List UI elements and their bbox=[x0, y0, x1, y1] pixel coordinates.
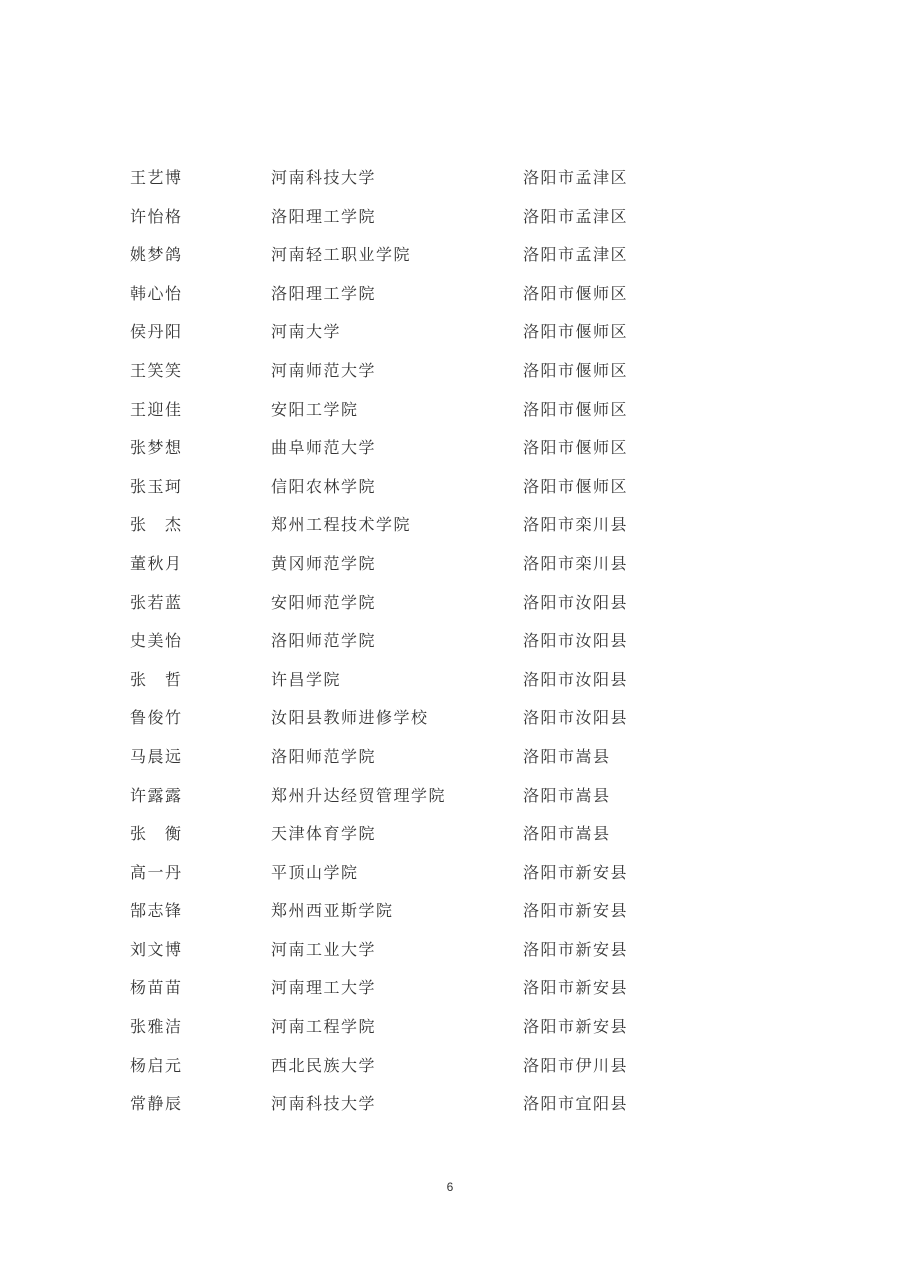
school-name: 洛阳师范学院 bbox=[271, 631, 377, 651]
list-item bbox=[0, 661, 900, 700]
list-item bbox=[0, 1008, 900, 1047]
school-name: 洛阳理工学院 bbox=[271, 206, 377, 226]
person-name: 许怡格 bbox=[130, 206, 183, 226]
school-name: 汝阳县教师进修学校 bbox=[271, 708, 429, 728]
person-name: 杨苗苗 bbox=[130, 978, 183, 998]
list-item bbox=[0, 622, 900, 661]
person-name: 常静辰 bbox=[130, 1094, 183, 1114]
person-name: 郜志锋 bbox=[130, 901, 183, 921]
region-name: 洛阳市栾川县 bbox=[523, 553, 629, 573]
region-name: 洛阳市孟津区 bbox=[523, 168, 629, 187]
person-name: 姚梦鸽 bbox=[130, 245, 183, 265]
list-item bbox=[0, 506, 900, 545]
region-name: 洛阳市伊川县 bbox=[523, 1055, 629, 1075]
person-name: 史美怡 bbox=[130, 631, 183, 651]
school-name: 河南工程学院 bbox=[271, 1017, 377, 1037]
list-item bbox=[0, 777, 900, 816]
school-name: 曲阜师范大学 bbox=[271, 438, 377, 458]
list-item bbox=[0, 1047, 900, 1086]
list-item bbox=[0, 854, 900, 893]
region-name: 洛阳市偃师区 bbox=[523, 438, 629, 458]
region-name: 洛阳市新安县 bbox=[523, 939, 629, 959]
school-name: 平顶山学院 bbox=[271, 862, 359, 882]
person-name: 张 哲 bbox=[130, 669, 183, 689]
region-name: 洛阳市孟津区 bbox=[523, 206, 629, 226]
school-name: 河南大学 bbox=[271, 322, 342, 342]
list-item bbox=[0, 275, 900, 314]
region-name: 洛阳市嵩县 bbox=[523, 785, 611, 805]
school-name: 郑州工程技术学院 bbox=[271, 515, 412, 535]
region-name: 洛阳市偃师区 bbox=[523, 399, 629, 419]
school-name: 河南科技大学 bbox=[271, 1094, 377, 1114]
list-item bbox=[0, 236, 900, 275]
school-name: 信阳农林学院 bbox=[271, 476, 377, 496]
region-name: 洛阳市偃师区 bbox=[523, 476, 629, 496]
school-name: 河南科技大学 bbox=[271, 168, 377, 187]
region-name: 洛阳市新安县 bbox=[523, 862, 629, 882]
region-name: 洛阳市偃师区 bbox=[523, 322, 629, 342]
region-name: 洛阳市新安县 bbox=[523, 901, 629, 921]
school-name: 郑州升达经贸管理学院 bbox=[271, 785, 447, 805]
school-name: 西北民族大学 bbox=[271, 1055, 377, 1075]
person-name: 韩心怡 bbox=[130, 283, 183, 303]
list-item bbox=[0, 699, 900, 738]
list-item bbox=[0, 313, 900, 352]
school-name: 河南工业大学 bbox=[271, 939, 377, 959]
region-name: 洛阳市偃师区 bbox=[523, 360, 629, 380]
region-name: 洛阳市汝阳县 bbox=[523, 631, 629, 651]
person-name: 王迎佳 bbox=[130, 399, 183, 419]
list-item bbox=[0, 429, 900, 468]
school-name: 安阳工学院 bbox=[271, 399, 359, 419]
person-name: 鲁俊竹 bbox=[130, 708, 183, 728]
region-name: 洛阳市汝阳县 bbox=[523, 592, 629, 612]
list-item bbox=[0, 352, 900, 391]
person-name: 许露露 bbox=[130, 785, 183, 805]
person-name: 高一丹 bbox=[130, 862, 183, 882]
person-name: 王艺博 bbox=[130, 168, 183, 187]
list-item bbox=[0, 159, 900, 198]
list-item bbox=[0, 198, 900, 237]
list-item bbox=[0, 738, 900, 777]
person-name: 王笑笑 bbox=[130, 360, 183, 380]
person-name: 张梦想 bbox=[130, 438, 183, 458]
person-name: 马晨远 bbox=[130, 746, 183, 766]
school-name: 河南理工大学 bbox=[271, 978, 377, 998]
person-name: 张 杰 bbox=[130, 515, 183, 535]
person-name: 张若蓝 bbox=[130, 592, 183, 612]
region-name: 洛阳市孟津区 bbox=[523, 245, 629, 265]
list-item bbox=[0, 545, 900, 584]
person-name: 侯丹阳 bbox=[130, 322, 183, 342]
list-item bbox=[0, 815, 900, 854]
list-item bbox=[0, 468, 900, 507]
region-name: 洛阳市汝阳县 bbox=[523, 708, 629, 728]
school-name: 天津体育学院 bbox=[271, 824, 377, 844]
region-name: 洛阳市偃师区 bbox=[523, 283, 629, 303]
school-name: 洛阳师范学院 bbox=[271, 746, 377, 766]
page-number: 6 bbox=[446, 1180, 454, 1194]
region-name: 洛阳市嵩县 bbox=[523, 824, 611, 844]
region-name: 洛阳市新安县 bbox=[523, 978, 629, 998]
school-name: 河南师范大学 bbox=[271, 360, 377, 380]
school-name: 洛阳理工学院 bbox=[271, 283, 377, 303]
region-name: 洛阳市嵩县 bbox=[523, 746, 611, 766]
list-item bbox=[0, 1085, 900, 1124]
school-name: 许昌学院 bbox=[271, 669, 342, 689]
school-name: 安阳师范学院 bbox=[271, 592, 377, 612]
person-name: 刘文博 bbox=[130, 939, 183, 959]
person-name: 张玉珂 bbox=[130, 476, 183, 496]
person-name: 张雅洁 bbox=[130, 1017, 183, 1037]
person-name: 董秋月 bbox=[130, 553, 183, 573]
school-name: 河南轻工职业学院 bbox=[271, 245, 412, 265]
region-name: 洛阳市新安县 bbox=[523, 1017, 629, 1037]
person-name: 张 衡 bbox=[130, 824, 183, 844]
list-item bbox=[0, 584, 900, 623]
list-item bbox=[0, 931, 900, 970]
roster-list bbox=[0, 159, 900, 1124]
list-item bbox=[0, 391, 900, 430]
list-item bbox=[0, 892, 900, 931]
school-name: 郑州西亚斯学院 bbox=[271, 901, 394, 921]
person-name: 杨启元 bbox=[130, 1055, 183, 1075]
region-name: 洛阳市栾川县 bbox=[523, 515, 629, 535]
region-name: 洛阳市宜阳县 bbox=[523, 1094, 629, 1114]
school-name: 黄冈师范学院 bbox=[271, 553, 377, 573]
region-name: 洛阳市汝阳县 bbox=[523, 669, 629, 689]
list-item bbox=[0, 969, 900, 1008]
